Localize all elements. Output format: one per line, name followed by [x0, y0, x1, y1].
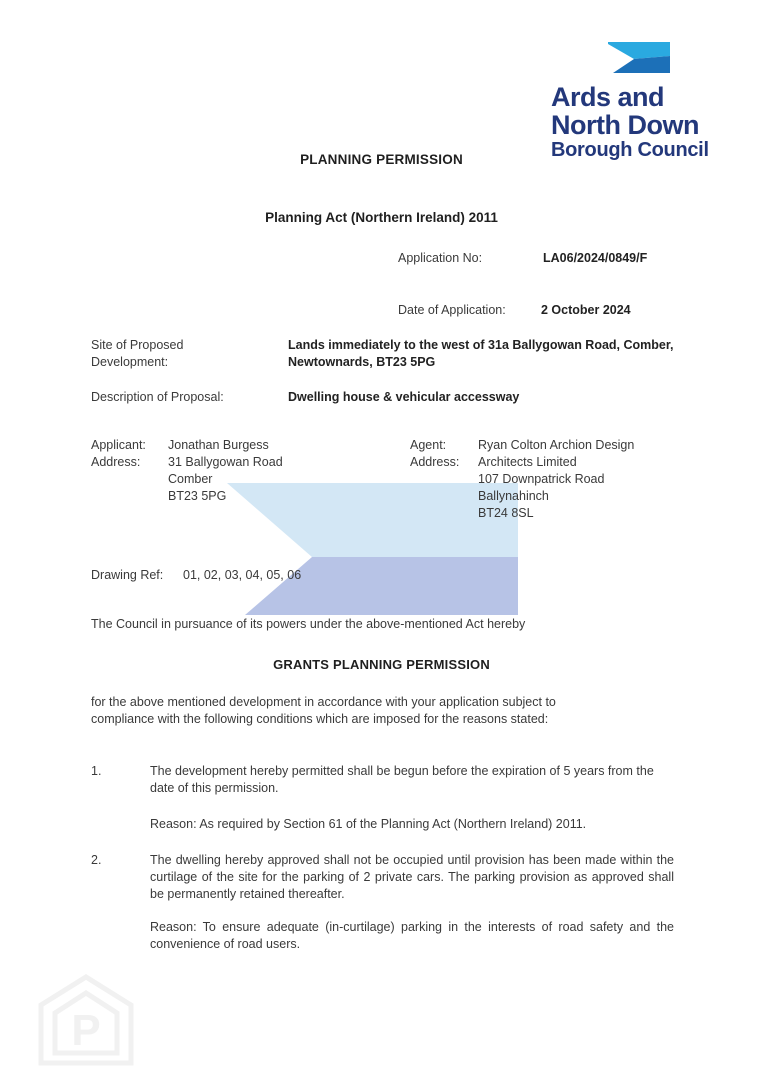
property-house-watermark [33, 963, 139, 1069]
site-label: Site of Proposed Development: [91, 338, 184, 369]
description-label: Description of Proposal: [91, 390, 224, 404]
council-logo [551, 83, 709, 161]
agent-address-label: Address: [410, 455, 460, 469]
grant-intro: The Council in pursuance of its powers under the above-mentioned Act hereby [91, 617, 526, 631]
applicant-address-line: Comber [168, 472, 213, 486]
description-value: Dwelling house & vehicular accessway [288, 390, 520, 404]
agent-address-line: Ballynahinch [478, 489, 549, 503]
council-flag-icon [608, 42, 670, 73]
agent-address-line: BT24 8SL [478, 506, 534, 520]
drawing-ref-value: 01, 02, 03, 04, 05, 06 [183, 568, 302, 582]
property-watermark-letter: P [71, 1006, 101, 1055]
condition-number: 2. [91, 853, 102, 867]
council-name-line3: Borough Council [551, 139, 709, 161]
condition-reason: Reason: To ensure adequate (in-curtilage) parking in the interests of road safety and the convenience of road users. [150, 920, 674, 951]
council-name-line2: North Down [551, 110, 699, 140]
application-no-label: Application No: [398, 251, 483, 265]
document-title: PLANNING PERMISSION [300, 152, 463, 167]
site-value: Lands immediately to the west of 31a Ballygowan Road, Comber, Newtownards, BT23 5PG [288, 338, 674, 369]
drawing-ref-label: Drawing Ref: [91, 568, 164, 582]
grant-body: for the above mentioned development in accordance with your application subject to compliance with the following conditions which are imposed for the reasons stated: [91, 695, 556, 726]
applicant-address-label: Address: [91, 455, 141, 469]
council-name-line1: Ards and [551, 82, 665, 112]
condition-text: The dwelling hereby approved shall not be occupied until provision has been made within the curtilage of the site for the parking of 2 private cars. The parking provision as approved shall be permanently retained thereafter. [150, 853, 674, 901]
condition-number: 1. [91, 764, 102, 778]
grants-heading: GRANTS PLANNING PERMISSION [273, 657, 490, 672]
date-of-application-value: 2 October 2024 [541, 303, 631, 317]
date-of-application-label: Date of Application: [398, 303, 506, 317]
application-no-value: LA06/2024/0849/F [543, 251, 648, 265]
applicant-label: Applicant: [91, 438, 146, 452]
agent-address-line: Architects Limited [478, 455, 577, 469]
applicant-name: Jonathan Burgess [168, 438, 269, 452]
applicant-address-line: BT23 5PG [168, 489, 227, 503]
agent-label: Agent: [410, 438, 447, 452]
agent-name: Ryan Colton Archion Design [478, 438, 635, 452]
condition-text: The development hereby permitted shall be begun before the expiration of 5 years from the date of this permission. [150, 764, 654, 795]
planning-act-subtitle: Planning Act (Northern Ireland) 2011 [265, 210, 498, 225]
condition-reason: Reason: As required by Section 61 of the Planning Act (Northern Ireland) 2011. [150, 817, 587, 831]
agent-address-line: 107 Downpatrick Road [478, 472, 605, 486]
applicant-address-line: 31 Ballygowan Road [168, 455, 283, 469]
